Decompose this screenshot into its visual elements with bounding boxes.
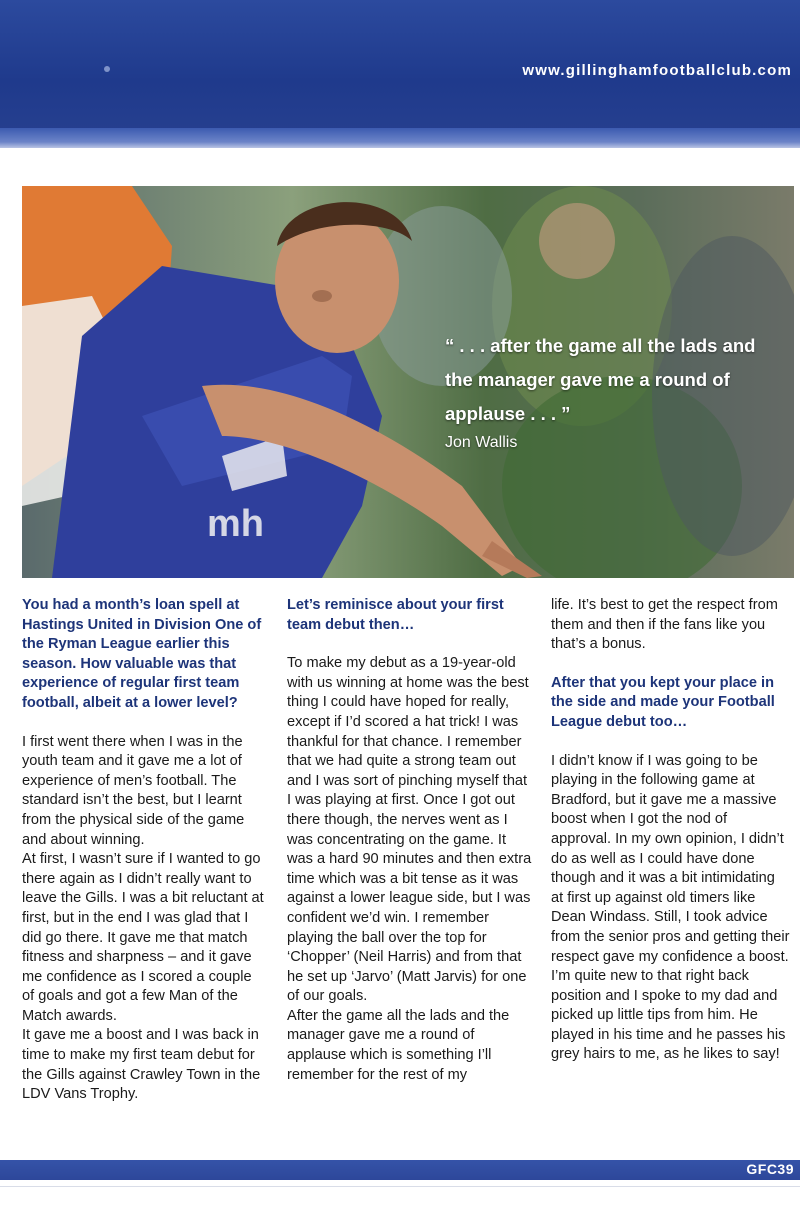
interview-answer: I didn’t know if I was going to be playing in the following game at Bradford, but it gave me a massive boost when I got the nod of approval. In my own opinion, I didn’t do as well as I could have done though and it was a bit intimidating at first up against old timers like Dean Windass. Still, I took advice from the senior pros and getting their respect gave my confidence a boost. [551,752,790,965]
footer-rule [0,1186,800,1187]
player-photo [22,186,794,578]
footer-bar [0,1160,800,1180]
svg-text:mh: mh [207,503,264,545]
header-stripe [0,128,800,148]
interview-question: You had a month’s loan spell at Hastings United in Division One of the Ryman League earlier this season. How valuable was that experience of regular first team football, albeit at a lower level? [22,597,262,711]
interview-answer: After the game all the lads and the manager gave me a round of applause which is something I’ll remember for the rest of my [287,1007,510,1083]
interview-answer: I first went there when I was in the youth team and it gave me a lot of experience of men’s football. The standard isn’t the best, but I learnt from the physical side of the game and about winning. [22,733,245,848]
column-3 [551,596,791,1065]
interview-answer: To make my debut as a 19-year-old with us winning at home was the best thing I could have hoped for really, except if I’d scored a hat trick! I was thankful for that chance. I remember that we had quite a strong team out and I was sort of pinching myself that I was playing at first. Once I got out there though, the nerves went as I was concentrating on the game. It was a hard 90 minutes and then extra time which was a bit tense as it was against a lower league side, but I was confident we’d win. I remember playing the ball over the top for ‘Chopper’ (Neil Harris) and from that he set up ‘Jarvo’ (Matt Jarvis) for one of our goals. [287,655,532,1005]
interview-answer: I’m quite new to that right back position and I spoke to my dad and picked up little tips from him. He played in his time and he passes his grey hairs to me, as he likes to say! [551,968,786,1063]
interview-answer-continued: life. It’s best to get the respect from them and then if the fans like you that’s a bonus. [551,597,778,653]
interview-answer: It gave me a boost and I was back in time to make my first team debut for the Gills against Crawley Town in the LDV Vans Trophy. [22,1027,261,1103]
column-2 [287,596,532,1085]
site-url: www.gillinghamfootballclub.com [522,62,792,79]
interview-question: After that you kept your place in the side and made your Football League debut too… [551,674,775,730]
column-1 [22,596,266,1105]
page-number: GFC39 [746,1161,794,1177]
header-dot [104,66,110,72]
interview-question: Let’s reminisce about your first team debut then… [287,597,504,633]
interview-answer: At first, I wasn’t sure if I wanted to go there again as I didn’t really want to leave the Gills. I was a bit reluctant at first, but in the end I was glad that I did go there. It gave me that match fitness and sharpness – and it gave me confidence as I scored a couple of goals and got a few Man of the Match awards. [22,851,264,1024]
quote-author: Jon Wallis [445,434,518,451]
pull-quote: “ . . . after the game all the lads and the manager gave me a round of applause . . . ” [445,335,756,424]
